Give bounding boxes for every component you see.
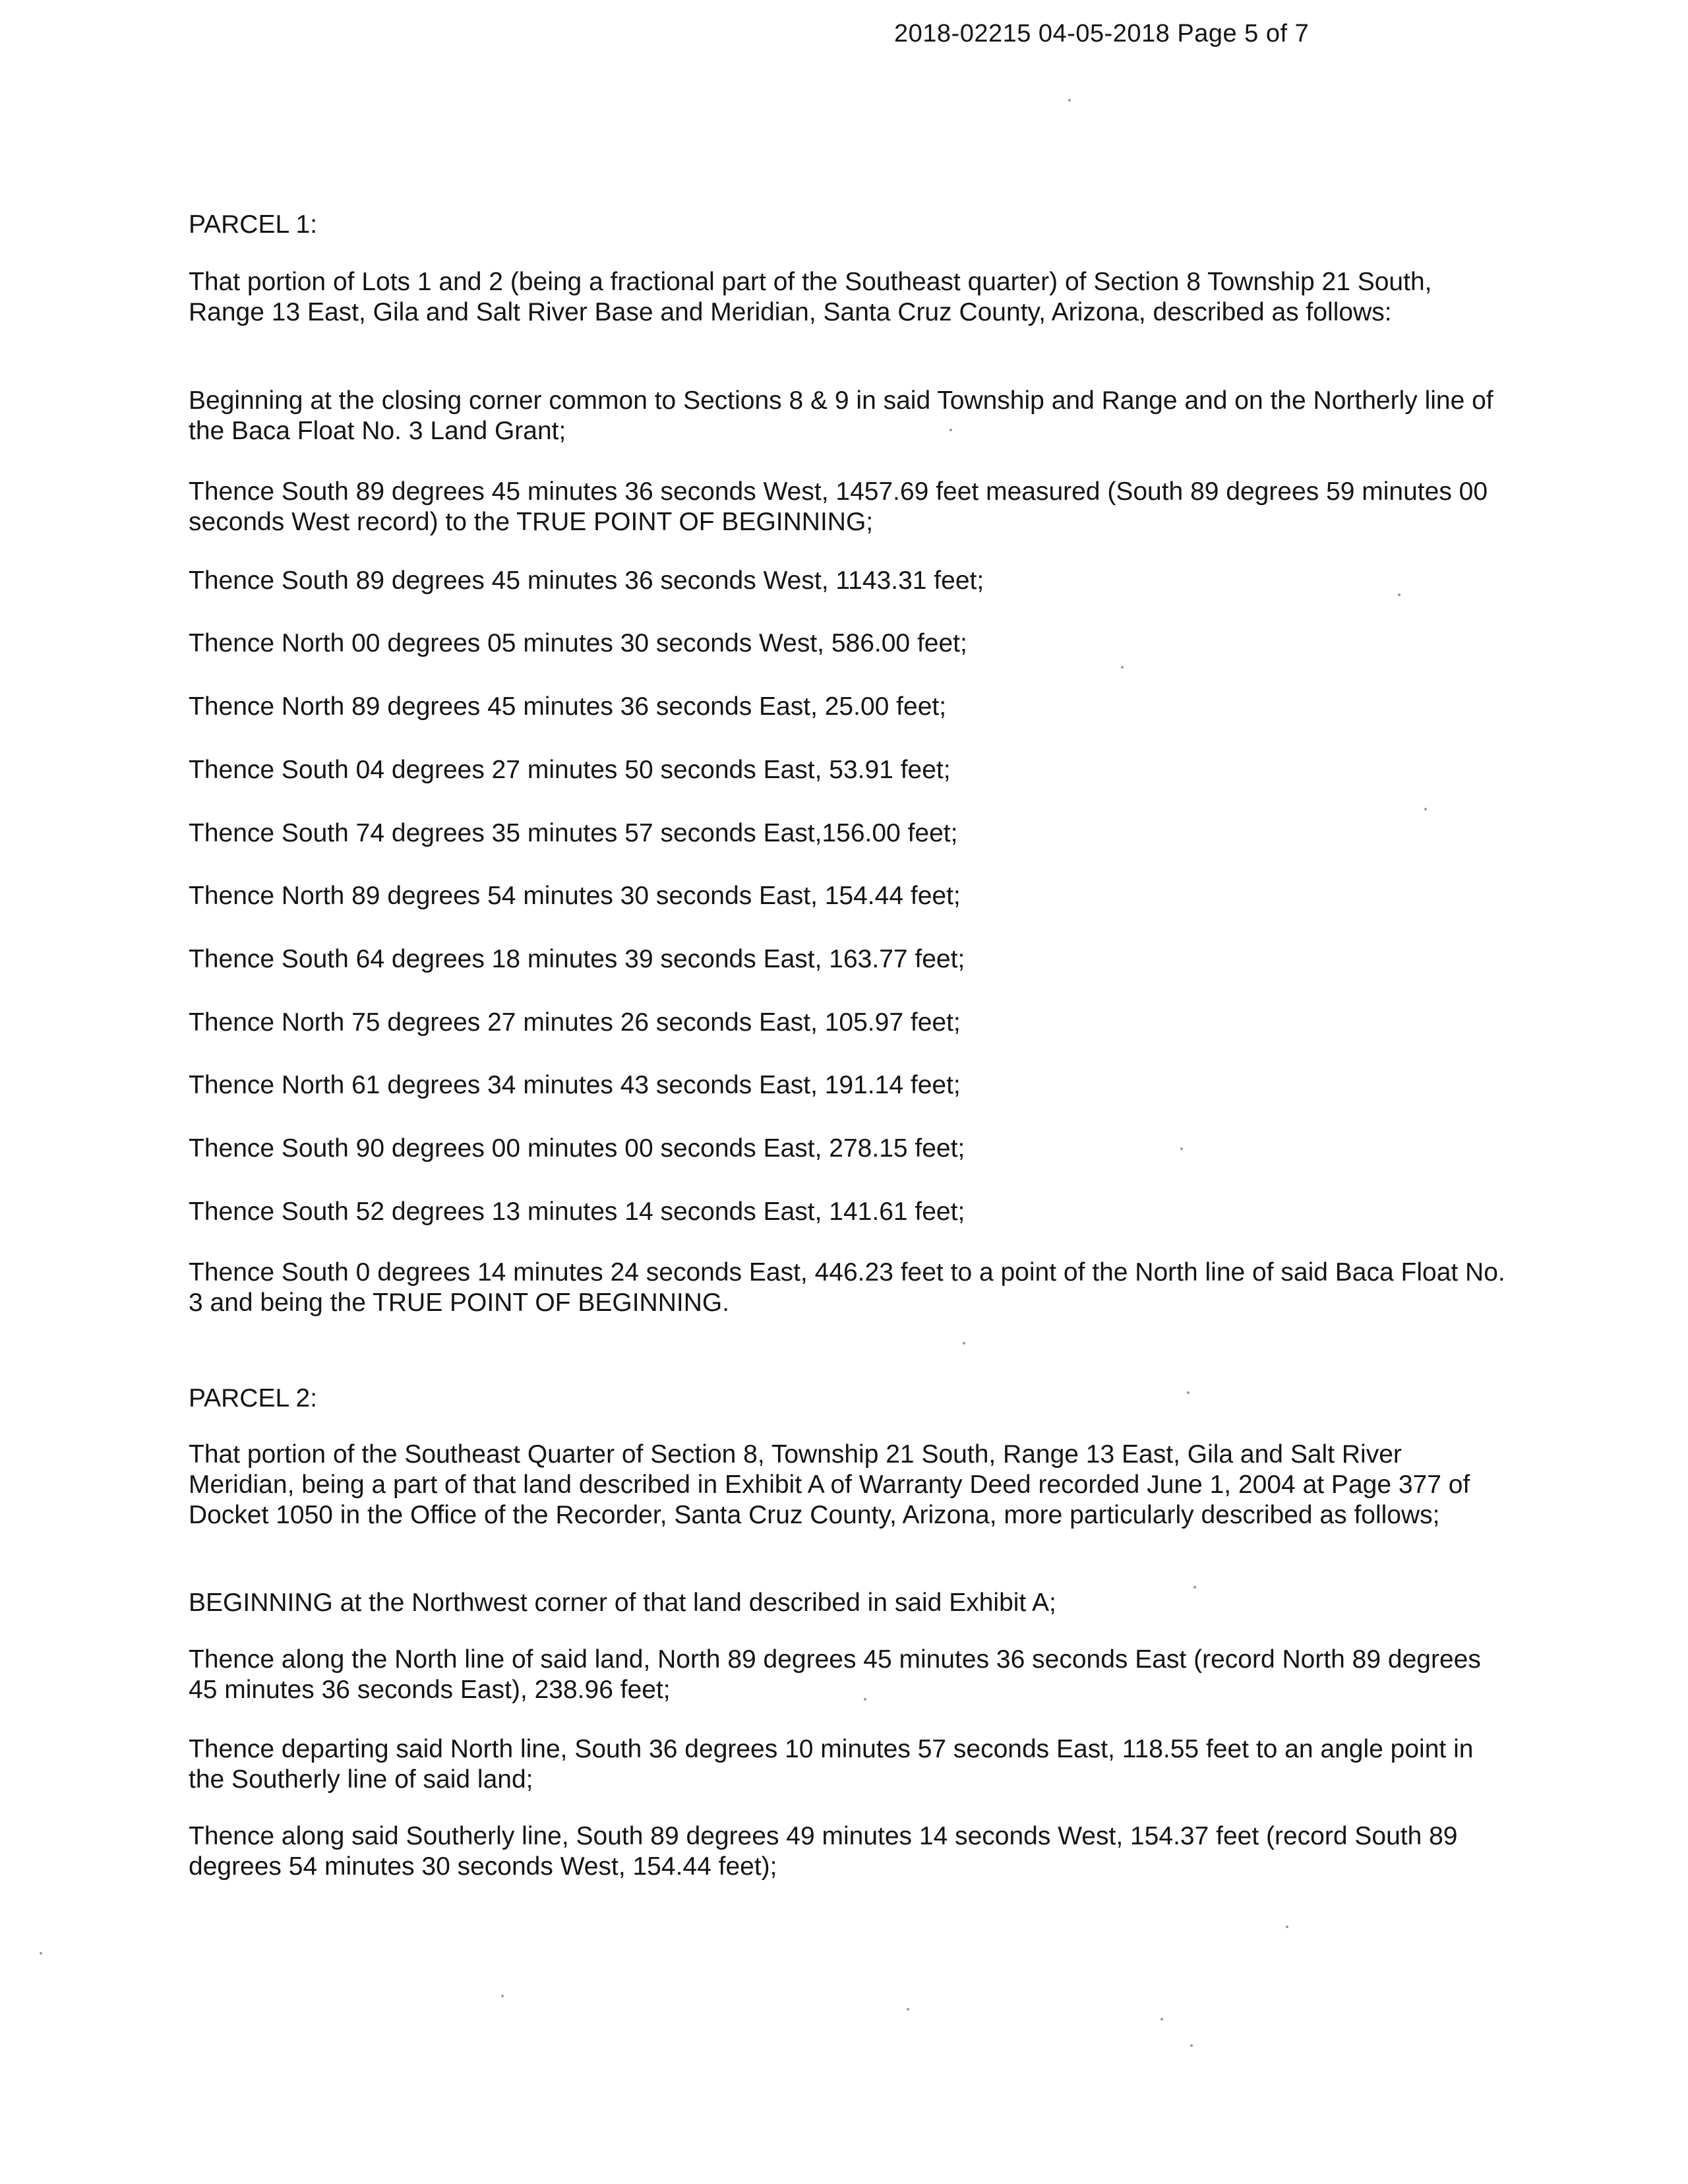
scan-speck [1193,1586,1196,1589]
parcel-2-beginning: BEGINNING at the Northwest corner of that land described in said Exhibit A; [189,1589,1056,1617]
scan-speck [1180,1147,1183,1150]
parcel-1-call: Thence South 04 degrees 27 minutes 50 seconds East, 53.91 feet; [189,756,951,784]
scan-speck [1187,1391,1190,1394]
scan-speck [1068,99,1071,102]
scan-speck [907,2008,909,2011]
parcel-1-call: Thence South 64 degrees 18 minutes 39 seconds East, 163.77 feet; [189,945,965,973]
scan-speck [1121,666,1124,669]
parcel-1-call: Thence South 90 degrees 00 minutes 00 seconds East, 278.15 feet; [189,1134,965,1163]
parcel-1-call: Thence South 74 degrees 35 minutes 57 seconds East,156.00 feet; [189,819,958,847]
parcel-1-call: Thence North 89 degrees 54 minutes 30 seconds East, 154.44 feet; [189,882,961,910]
parcel-2-call: Thence along said Southerly line, South 89 degrees 49 minutes 14 seconds West, 154.37 feet (record South 89 degrees 54 minutes 30 seconds West, 154.44 feet); [189,1822,1458,1881]
parcel-2-intro: That portion of the Southeast Quarter of Section 8, Township 21 South, Range 13 East, Gila and Salt River Meridian, being a part of that land described in Exhibit A of Warranty Deed recorded June 1, 2004 at Page 377 of Docket 1050 in the Office of the Recorder, Santa Cruz County, Arizona, more particularly described as follows; [189,1440,1470,1529]
parcel-1-call: Thence South 0 degrees 14 minutes 24 seconds East, 446.23 feet to a point of the North line of said Baca Float No. 3 and being the TRUE POINT OF BEGINNING. [189,1258,1505,1317]
scan-speck [1286,1926,1288,1928]
parcel-1-call: Thence South 89 degrees 45 minutes 36 seconds West, 1143.31 feet; [189,566,984,595]
parcel-1-call: Thence South 52 degrees 13 minutes 14 seconds East, 141.61 feet; [189,1198,965,1226]
parcel-1-call: Thence North 75 degrees 27 minutes 26 seconds East, 105.97 feet; [189,1008,961,1037]
scan-speck [501,1995,504,1997]
parcel-1-call: Thence South 89 degrees 45 minutes 36 seconds West, 1457.69 feet measured (South 89 degrees 59 minutes 00 seconds West record) to the TRUE POINT OF BEGINNING; [189,477,1488,536]
scan-speck [1398,593,1401,596]
scan-speck [864,1698,866,1701]
scan-speck [963,1342,965,1345]
parcel-1-intro: That portion of Lots 1 and 2 (being a fractional part of the Southeast quarter) of Section 8 Township 21 South, Range 13 East, Gila and Salt River Base and Meridian, Santa Cruz County, Arizona, described as follows: [189,268,1432,326]
scan-speck [1424,808,1427,810]
scan-speck [1190,2044,1193,2047]
parcel-1-call: Thence North 00 degrees 05 minutes 30 seconds West, 586.00 feet; [189,629,967,657]
parcel-1-call: Thence North 89 degrees 45 minutes 36 seconds East, 25.00 feet; [189,692,947,721]
parcel-2-call: Thence along the North line of said land, North 89 degrees 45 minutes 36 seconds East (record North 89 degrees 45 minutes 36 seconds East), 238.96 feet; [189,1645,1481,1704]
parcel-2-heading: PARCEL 2: [189,1384,318,1412]
scan-speck [950,429,952,431]
scan-speck [40,1952,42,1955]
page-header-reference: 2018-02215 04-05-2018 Page 5 of 7 [894,20,1310,47]
parcel-1-heading: PARCEL 1: [189,210,318,239]
parcel-2-call: Thence departing said North line, South 36 degrees 10 minutes 57 seconds East, 118.55 feet to an angle point in the Southerly line of said land; [189,1735,1474,1794]
parcel-1-call: Thence North 61 degrees 34 minutes 43 seconds East, 191.14 feet; [189,1071,961,1099]
parcel-1-beginning: Beginning at the closing corner common to Sections 8 & 9 in said Township and Range and on the Northerly line of the Baca Float No. 3 Land Grant; [189,386,1493,445]
scan-speck [1160,2018,1163,2020]
